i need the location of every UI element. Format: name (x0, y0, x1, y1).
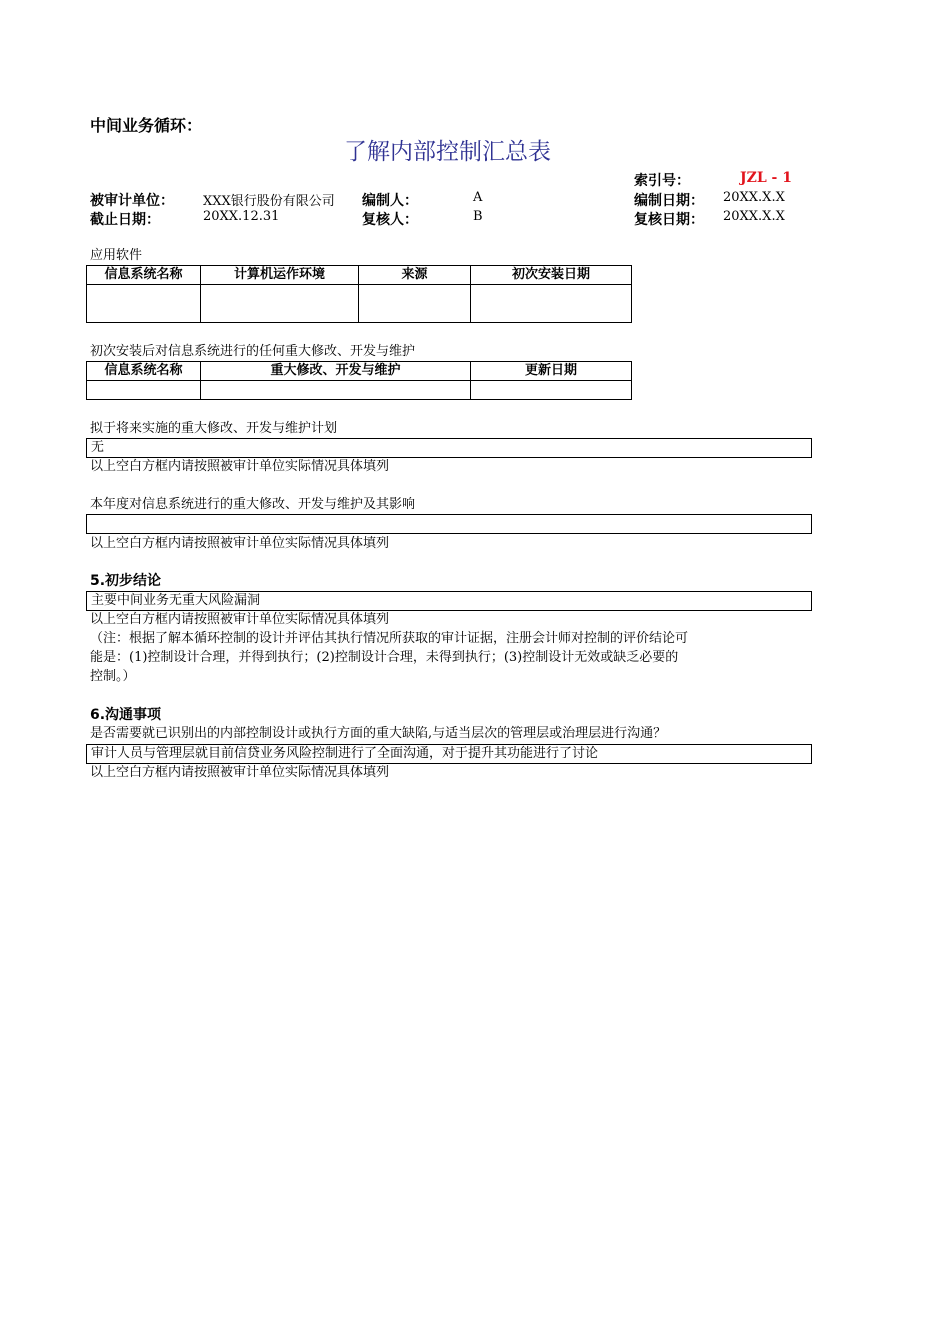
cycle-label: 中间业务循环： (90, 116, 203, 135)
index-label: 索引号： (634, 173, 690, 189)
auditee-label: 被审计单位： (90, 193, 174, 209)
communication-heading: 6.沟通事项 (90, 707, 162, 723)
cutoff-label: 截止日期： (90, 212, 160, 228)
future-plan-hint: 以上空白方框内请按照被审计单位实际情况具体填列 (90, 459, 390, 474)
future-plan-value: 无 (91, 440, 105, 455)
modifications-col-changes: 重大修改、开发与维护 (201, 362, 471, 381)
communication-field[interactable] (86, 744, 812, 764)
future-plan-field[interactable] (86, 438, 812, 458)
preparer-value: A (473, 190, 483, 205)
table-row (87, 381, 632, 400)
this-year-hint: 以上空白方框内请按照被审计单位实际情况具体填列 (90, 536, 390, 551)
table-cell[interactable] (471, 381, 632, 400)
this-year-caption: 本年度对信息系统进行的重大修改、开发与维护及其影响 (90, 497, 416, 512)
communication-question: 是否需要就已识别出的内部控制设计或执行方面的重大缺陷,与适当层次的管理层或治理层进行沟通？ (90, 726, 667, 741)
cutoff-value: 20XX.12.31 (203, 209, 280, 224)
this-year-field[interactable] (86, 514, 812, 534)
communication-value: 审计人员与管理层就目前信贷业务风险控制进行了全面沟通，对于提升其功能进行了讨论 (91, 746, 599, 761)
software-col-install-date: 初次安装日期 (471, 266, 632, 285)
this-year-value (87, 516, 91, 531)
conclusion-field[interactable] (86, 591, 812, 611)
table-row (87, 285, 632, 323)
communication-hint: 以上空白方框内请按照被审计单位实际情况具体填列 (90, 765, 390, 780)
reviewer-value: B (473, 209, 483, 224)
reviewer-label: 复核人： (362, 212, 418, 228)
auditee-value: XXX银行股份有限公司 (203, 194, 335, 209)
table-cell[interactable] (87, 285, 201, 323)
conclusion-note-line2: 能是：(1)控制设计合理，并得到执行；(2)控制设计合理，未得到执行；(3)控制设计无效或缺乏必要的 (90, 650, 679, 665)
review-date-value: 20XX.X.X (723, 209, 785, 224)
modifications-col-system-name: 信息系统名称 (87, 362, 201, 381)
prep-date-value: 20XX.X.X (723, 190, 785, 205)
index-value: JZL - 1 (740, 170, 792, 186)
table-cell[interactable] (359, 285, 471, 323)
software-caption: 应用软件 (90, 248, 143, 263)
modifications-table (86, 361, 632, 400)
conclusion-heading: 5.初步结论 (90, 573, 162, 589)
table-cell[interactable] (201, 381, 471, 400)
review-date-label: 复核日期： (634, 212, 704, 228)
table-cell[interactable] (87, 381, 201, 400)
modifications-caption: 初次安装后对信息系统进行的任何重大修改、开发与维护 (90, 344, 416, 359)
prep-date-label: 编制日期： (634, 193, 704, 209)
table-cell[interactable] (471, 285, 632, 323)
modifications-col-update-date: 更新日期 (471, 362, 632, 381)
software-col-source: 来源 (359, 266, 471, 285)
software-col-system-name: 信息系统名称 (87, 266, 201, 285)
preparer-label: 编制人： (362, 193, 418, 209)
conclusion-note-line1: （注：根据了解本循环控制的设计并评估其执行情况所获取的审计证据，注册会计师对控制的评价结论可 (90, 631, 689, 646)
conclusion-value: 主要中间业务无重大风险漏洞 (91, 593, 261, 608)
page-title: 了解内部控制汇总表 (344, 139, 551, 165)
future-plan-caption: 拟于将来实施的重大修改、开发与维护计划 (90, 421, 338, 436)
table-cell[interactable] (201, 285, 359, 323)
conclusion-note-line3: 控制。） (90, 669, 136, 684)
conclusion-hint: 以上空白方框内请按照被审计单位实际情况具体填列 (90, 612, 390, 627)
software-col-environment: 计算机运作环境 (201, 266, 359, 285)
software-table (86, 265, 632, 323)
